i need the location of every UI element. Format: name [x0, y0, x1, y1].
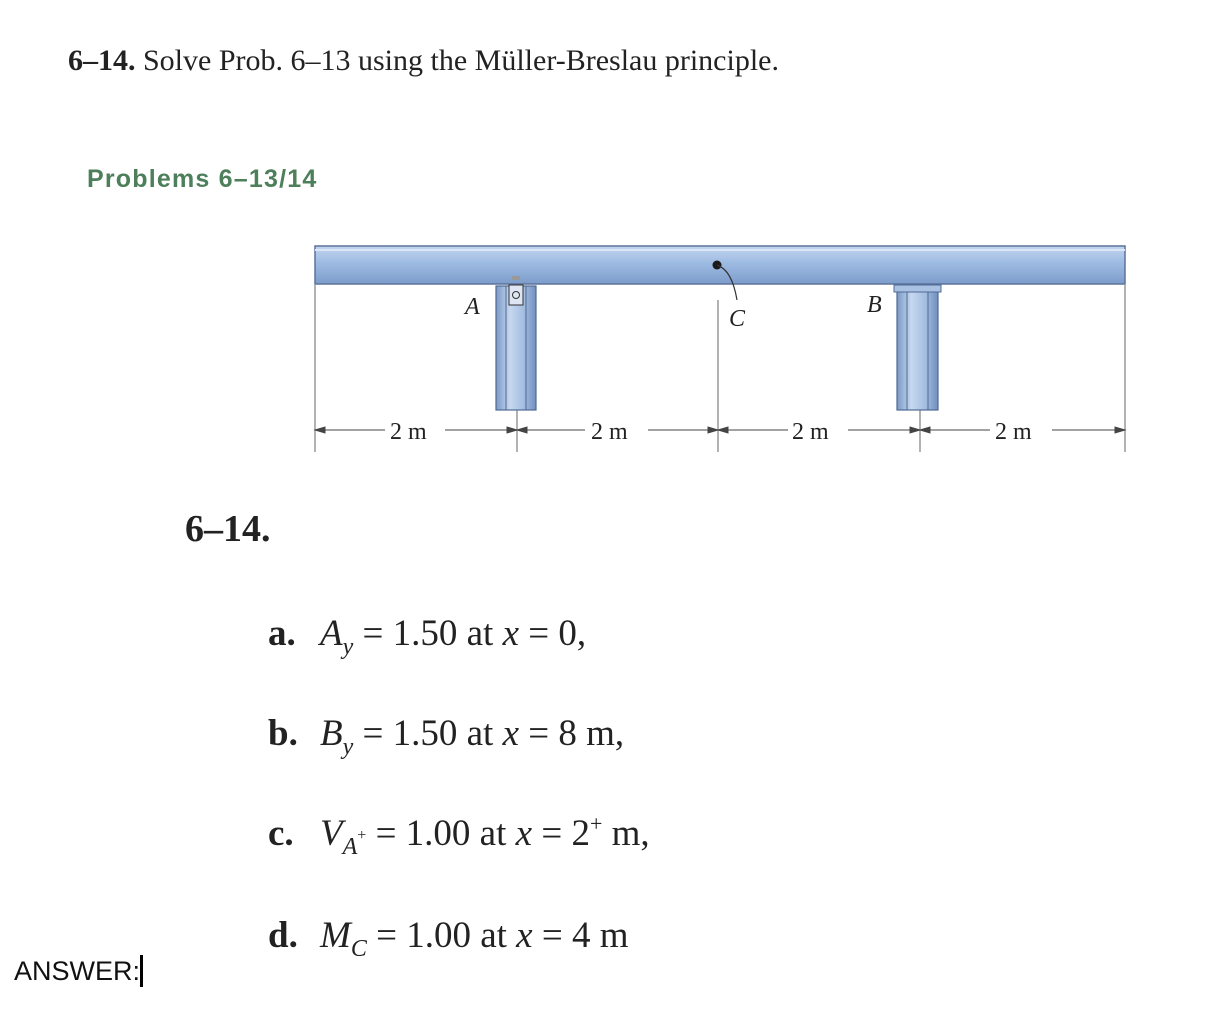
text-caret: [140, 955, 143, 987]
answer-symbol: B: [320, 713, 343, 754]
answer-rest: = 1.50 at: [353, 713, 503, 754]
answer-b: [268, 712, 625, 760]
support-a-column: [496, 276, 536, 410]
problem-number: 6–14.: [68, 44, 136, 77]
answer-subscript: y: [342, 734, 354, 760]
answer-label: ANSWER:: [14, 955, 141, 986]
answer-letter: b.: [268, 713, 298, 754]
dimension-label-2: 2 m: [591, 419, 628, 445]
answer-subscript: A+: [342, 827, 367, 860]
dimension-label-3: 2 m: [792, 419, 829, 445]
answer-letter: c.: [268, 813, 294, 854]
problem-text: Solve Prob. 6–13 using the Müller-Breslau principle.: [143, 44, 779, 77]
answer-var: x: [515, 813, 533, 854]
answer-rest: = 1.00 at: [366, 813, 516, 854]
dimension-label-4: 2 m: [995, 419, 1032, 445]
answer-c: [268, 811, 650, 860]
label-b: B: [867, 292, 882, 318]
answer-value-superscript: +: [589, 811, 603, 836]
answer-var: x: [516, 915, 533, 956]
answer-input[interactable]: [140, 955, 200, 987]
answer-var: x: [502, 713, 520, 754]
figure-caption: Problems 6–13/14: [87, 165, 318, 193]
answer-subscript: C: [350, 936, 367, 962]
answer-rest: = 1.50 at: [353, 613, 503, 654]
answer-a: [268, 612, 587, 660]
label-c: C: [729, 306, 746, 332]
answer-letter: d.: [268, 915, 298, 956]
answer-symbol: A: [320, 613, 343, 654]
problem-statement: [68, 44, 779, 78]
answer-rest: = 1.00 at: [366, 915, 517, 956]
answer-value: = 0,: [519, 613, 587, 654]
answer-value-tail: m,: [602, 813, 650, 854]
label-a: A: [465, 294, 480, 320]
dimension-label-1: 2 m: [390, 419, 427, 445]
answer-value: = 8 m,: [519, 713, 625, 754]
solution-number: 6–14.: [185, 508, 271, 550]
answer-d: [268, 914, 629, 962]
answer-field-row: [14, 955, 200, 987]
answer-value: = 2: [532, 813, 590, 854]
answer-subscript: y: [342, 634, 354, 660]
beam-diagram: [300, 230, 1140, 460]
answer-symbol: V: [320, 813, 343, 854]
answer-var: x: [502, 613, 520, 654]
answer-value: = 4 m: [532, 915, 629, 956]
answer-letter: a.: [268, 613, 296, 654]
support-b-column: [894, 285, 941, 410]
answer-symbol: M: [320, 915, 351, 956]
